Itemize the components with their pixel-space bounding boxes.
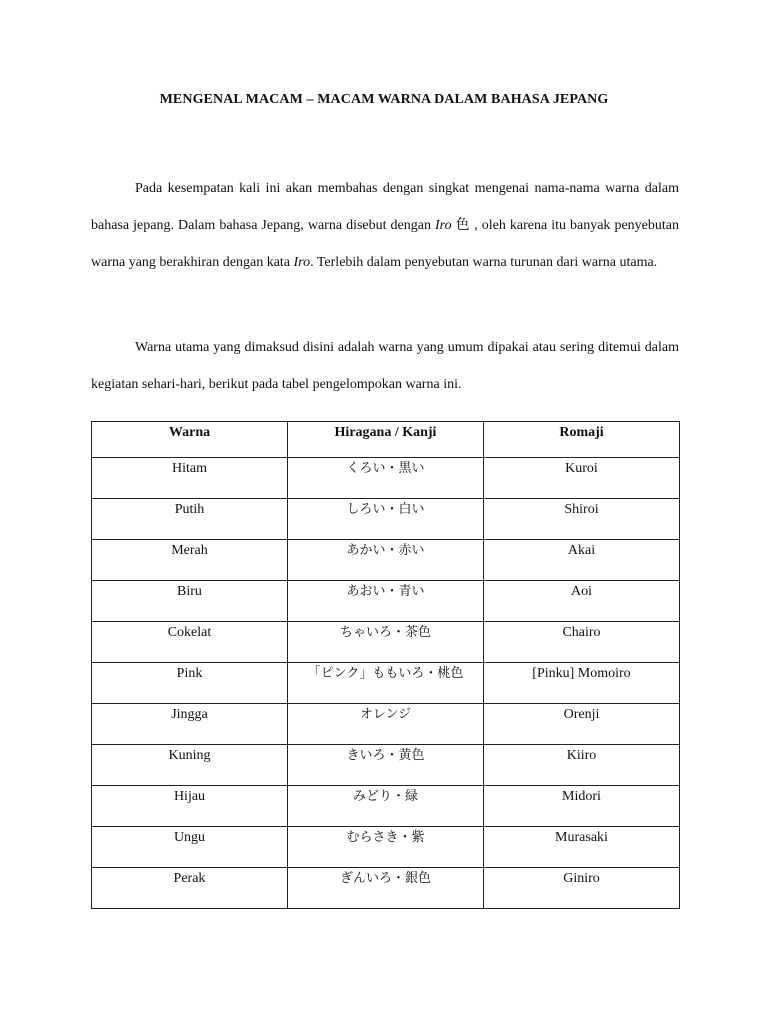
warna-text: Hijau <box>173 789 206 804</box>
cell-kana <box>288 458 484 499</box>
romaji-text: Murasaki <box>555 830 608 845</box>
cell-romaji <box>484 540 680 581</box>
cell-romaji <box>484 581 680 622</box>
romaji-text: Kiiro <box>566 748 597 763</box>
cell-romaji <box>484 622 680 663</box>
cell-warna <box>92 581 288 622</box>
cell-kana <box>288 499 484 540</box>
cell-kana <box>288 745 484 786</box>
kana-text: ちゃいろ・茶色 <box>339 625 431 640</box>
cell-kana <box>288 581 484 622</box>
cell-romaji <box>484 458 680 499</box>
cell-warna <box>92 663 288 704</box>
color-table <box>91 421 680 909</box>
document-title: MENGENAL MACAM – MACAM WARNA DALAM BAHASA JEPANG <box>159 92 609 107</box>
romaji-text: [Pinku] Momoiro <box>532 666 631 681</box>
romaji-text: Giniro <box>563 871 600 886</box>
romaji-text: Kuroi <box>565 461 598 476</box>
table-header-row <box>92 422 680 458</box>
kana-text: きいろ・黄色 <box>346 748 425 763</box>
romaji-text: Midori <box>562 789 601 804</box>
cell-warna <box>92 499 288 540</box>
table-row <box>92 622 680 663</box>
table-row <box>92 581 680 622</box>
warna-text: Hitam <box>172 461 207 476</box>
cell-warna <box>92 540 288 581</box>
table-row <box>92 827 680 868</box>
romaji-text: Chairo <box>562 625 601 640</box>
kana-text: しろい・白い <box>346 502 425 517</box>
intro-term-iro-2: Iro <box>293 255 311 270</box>
romaji-text: Orenji <box>563 707 600 722</box>
warna-text: Perak <box>173 871 206 886</box>
warna-text: Biru <box>177 584 202 599</box>
cell-warna <box>92 704 288 745</box>
header-warna <box>92 422 288 458</box>
header-hiragana-kanji <box>288 422 484 458</box>
cell-warna <box>92 745 288 786</box>
intro-text-1: Pada kesempatan kali ini akan membahas dengan singkat mengenai nama-nama warna dalam bahasa jepang. Dalam bahasa Jepang, warna disebut dengan <box>91 181 679 233</box>
cell-romaji <box>484 499 680 540</box>
kana-text: ぎんいろ・銀色 <box>339 871 431 886</box>
cell-kana <box>288 622 484 663</box>
cell-kana <box>288 540 484 581</box>
warna-text: Merah <box>171 543 208 558</box>
table-row <box>92 704 680 745</box>
cell-romaji <box>484 868 680 909</box>
table-row <box>92 458 680 499</box>
kana-text: オレンジ <box>359 707 412 722</box>
warna-text: Kuning <box>168 748 211 763</box>
cell-warna <box>92 786 288 827</box>
cell-kana <box>288 663 484 704</box>
intro-text-2: 色 , oleh karena itu banyak penyebutan warna yang berakhiran dengan kata <box>91 218 679 270</box>
cell-romaji <box>484 704 680 745</box>
cell-romaji <box>484 786 680 827</box>
romaji-text: Akai <box>567 543 596 558</box>
kana-text: むらさき・紫 <box>346 830 425 845</box>
table-row <box>92 786 680 827</box>
table-row <box>92 540 680 581</box>
cell-warna <box>92 868 288 909</box>
table-row <box>92 663 680 704</box>
intro-text-3: . Terlebih dalam penyebutan warna turunan dari warna utama. <box>310 255 658 270</box>
kana-text: あかい・赤い <box>346 543 425 558</box>
warna-text: Cokelat <box>167 625 212 640</box>
warna-text: Pink <box>176 666 203 681</box>
intro-term-iro-1: Iro <box>435 218 452 233</box>
cell-kana <box>288 868 484 909</box>
header-warna-label: Warna <box>168 425 211 440</box>
warna-text: Putih <box>174 502 205 517</box>
cell-kana <box>288 704 484 745</box>
table-row <box>92 868 680 909</box>
table-row <box>92 499 680 540</box>
kana-text: あおい・青い <box>346 584 425 599</box>
header-hiragana-kanji-label: Hiragana / Kanji <box>334 425 437 440</box>
kana-text: くろい・黒い <box>346 461 425 476</box>
cell-warna <box>92 622 288 663</box>
cell-romaji <box>484 827 680 868</box>
romaji-text: Shiroi <box>564 502 599 517</box>
kana-text: 「ピンク」ももいろ・桃色 <box>307 666 464 681</box>
cell-warna <box>92 827 288 868</box>
header-romaji <box>484 422 680 458</box>
table-intro-text: Warna utama yang dimaksud disini adalah warna yang umum dipakai atau sering ditemui dalam kegiatan sehari-hari, berikut pada tabel pengelompokan warna ini. <box>91 340 679 392</box>
kana-text: みどり・緑 <box>352 789 418 804</box>
cell-romaji <box>484 745 680 786</box>
cell-kana <box>288 786 484 827</box>
header-romaji-label: Romaji <box>559 425 604 440</box>
table-row <box>92 745 680 786</box>
cell-warna <box>92 458 288 499</box>
romaji-text: Aoi <box>571 584 592 599</box>
cell-kana <box>288 827 484 868</box>
cell-romaji <box>484 663 680 704</box>
table-intro-paragraph <box>91 329 679 403</box>
warna-text: Ungu <box>173 830 206 845</box>
warna-text: Jingga <box>171 707 208 722</box>
intro-paragraph <box>91 170 679 281</box>
